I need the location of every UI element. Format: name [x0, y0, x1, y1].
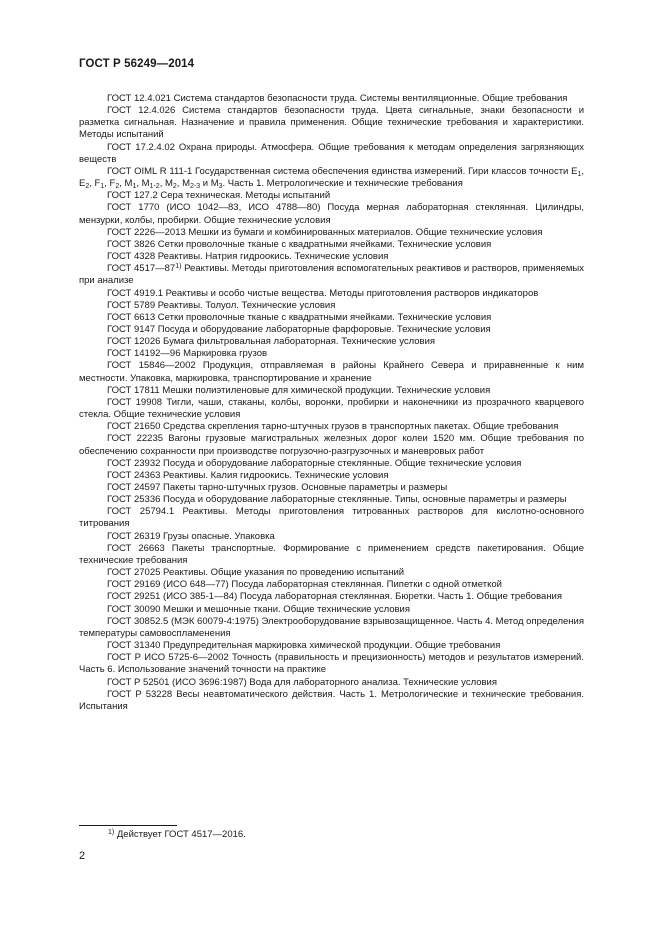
footnote-text: Действует ГОСТ 4517—2016. [116, 829, 246, 840]
reference-item: ГОСТ 17811 Мешки полиэтиленовые для химической продукции. Технические условия [107, 384, 491, 396]
reference-item: ГОСТ OIML R 111-1 Государственная система обеспечения единства измерений. Гири классов точности $E_1$, $E_2$, $F_1$, $F_2$, $M_1$, $M_{1-2}$, $M_2$, $M_{2-3}$ и $M_3$. Часть 1. Метрологические и технические требования [79, 165, 584, 191]
footnote [108, 829, 246, 841]
reference-item: ГОСТ 23932 Посуда и оборудование лабораторные стеклянные. Общие технические условия [107, 457, 522, 469]
reference-item: ГОСТ 25794.1 Реактивы. Методы приготовления титрованных растворов для кислотно-основного титрования [79, 506, 584, 530]
reference-item: ГОСТ 12.4.021 Система стандартов безопасности труда. Системы вентиляционные. Общие требования [107, 93, 568, 104]
footnote-mark: 1) [108, 829, 115, 836]
reference-item: ГОСТ 12.4.026 Система стандартов безопасности труда. Цвета сигнальные, знаки безопасности и разметка сигнальная. Назначение и правила применения. Общие технические требования и характеристики. Методы испытаний [79, 105, 584, 141]
reference-item: ГОСТ 24597 Пакеты тарно-штучных грузов. Основные параметры и размеры [107, 482, 448, 493]
reference-item: ГОСТ 26663 Пакеты транспортные. Формирование с применением средств пакетирования. Общие технические требования [79, 542, 584, 566]
reference-item: ГОСТ 4919.1 Реактивы и особо чистые вещества. Методы приготовления растворов индикаторов [107, 287, 539, 299]
footnote-divider [79, 825, 177, 826]
reference-item: ГОСТ 26319 Грузы опасные. Упаковка [107, 530, 275, 542]
reference-item: ГОСТ Р ИСО 5725-6—2002 Точность (правильность и прецизионность) методов и результатов измерений. Часть 6. Использование значений точности на практике [79, 652, 584, 676]
reference-item: ГОСТ 30852.5 (МЭК 60079-4:1975) Электрооборудование взрывозащищенное. Часть 4. Метод определения температуры самовоспламенения [79, 615, 584, 639]
reference-item: ГОСТ 12026 Бумага фильтровальная лабораторная. Технические условия [107, 336, 436, 348]
reference-item: ГОСТ 25336 Посуда и оборудование лабораторные стеклянные. Типы, основные параметры и размеры [107, 494, 567, 506]
reference-item: ГОСТ 31340 Предупредительная маркировка химической продукции. Общие требования [107, 640, 501, 652]
reference-item: ГОСТ 1770 (ИСО 1042—83, ИСО 4788—80) Посуда мерная лабораторная стеклянная. Цилиндры, мензурки, колбы, пробирки. Общие технические условия [79, 202, 584, 226]
reference-item: ГОСТ Р 52501 (ИСО 3696:1987) Вода для лабораторного анализа. Технические условия [107, 676, 498, 688]
reference-item: ГОСТ 30090 Мешки и мешочные ткани. Общие технические условия [107, 603, 410, 615]
reference-item: ГОСТ 4328 Реактивы. Натрия гидроокись. Технические условия [107, 251, 389, 263]
reference-item: ГОСТ 15846—2002 Продукция, отправляемая в районы Крайнего Севера и приравненные к ним местности. Упаковка, маркировка, транспортирование и хранение [79, 360, 584, 384]
reference-item: ГОСТ 4517—87$^{1)}$ Реактивы. Методы приготовления вспомогательных реактивов и растворов, применяемых при анализе [79, 263, 584, 287]
document-header: ГОСТ Р 56249—2014 [79, 58, 195, 70]
reference-item: ГОСТ 29169 (ИСО 648—77) Посуда лабораторная стеклянная. Пипетки с одной отметкой [107, 579, 502, 591]
reference-item: ГОСТ 9147 Посуда и оборудование лабораторные фарфоровые. Технические условия [107, 323, 491, 335]
normative-references-list [79, 93, 584, 713]
reference-item: ГОСТ 27025 Реактивы. Общие указания по проведению испытаний [107, 567, 405, 579]
reference-item: ГОСТ 127.2 Сера техническая. Методы испытаний [107, 190, 331, 202]
reference-item: ГОСТ 21650 Средства скрепления тарно-штучных грузов в транспортных пакетах. Общие требования [107, 421, 559, 433]
page-number: 2 [79, 850, 86, 862]
reference-item: ГОСТ 17.2.4.02 Охрана природы. Атмосфера. Общие требования к методам определения загрязняющих веществ [79, 141, 584, 165]
reference-item: ГОСТ Р 53228 Весы неавтоматического действия. Часть 1. Метрологические и технические требования. Испытания [79, 688, 584, 712]
reference-item: ГОСТ 14192—96 Маркировка грузов [107, 348, 268, 360]
reference-item: ГОСТ 19908 Тигли, чаши, стаканы, колбы, воронки, пробирки и наконечники из прозрачного кварцевого стекла. Общие технические условия [79, 396, 584, 421]
reference-item: ГОСТ 6613 Сетки проволочные тканые с квадратными ячейками. Технические условия [107, 311, 492, 323]
reference-item: ГОСТ 22235 Вагоны грузовые магистральных железных дорог колеи 1520 мм. Общие требования по обеспечению сохранности при производстве погрузочно-разгрузочных и маневровых работ [79, 433, 584, 457]
reference-item: ГОСТ 2226—2013 Мешки из бумаги и комбинированных материалов. Общие технические условия [107, 226, 543, 238]
reference-item: ГОСТ 24363 Реактивы. Калия гидроокись. Технические условия [107, 469, 389, 481]
reference-item: ГОСТ 5789 Реактивы. Толуол. Технические условия [107, 299, 336, 311]
reference-item: ГОСТ 3826 Сетки проволочные тканые с квадратными ячейками. Технические условия [107, 238, 492, 250]
reference-item: ГОСТ 29251 (ИСО 385-1—84) Посуда лабораторная стеклянная. Бюретки. Часть 1. Общие требования [107, 591, 563, 603]
